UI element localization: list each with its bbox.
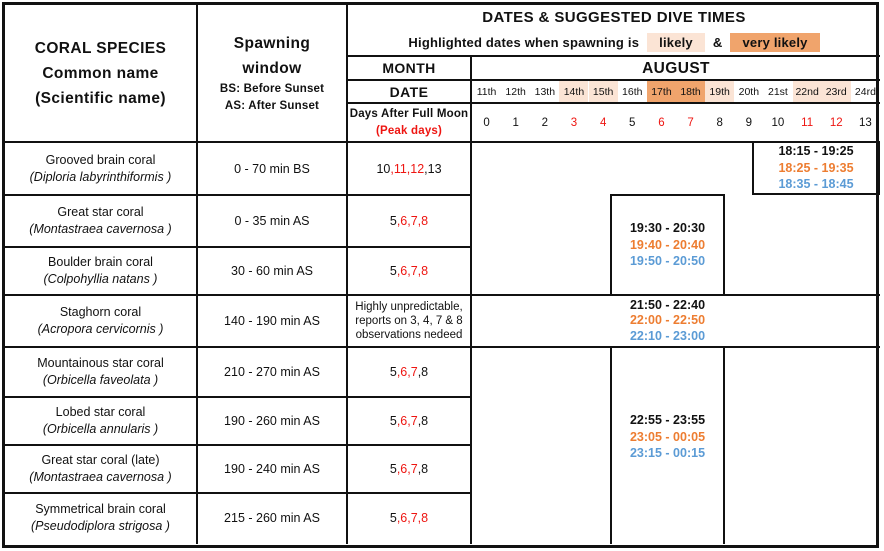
date-cell-22nd: 22nd xyxy=(793,81,822,102)
day-number-cell-11: 11 xyxy=(801,116,814,129)
species-common-name: Great star coral (late) xyxy=(41,453,160,467)
day-number-cell-1: 1 xyxy=(512,116,519,129)
as-note: AS: After Sunset xyxy=(224,100,320,112)
day-number-cell-8: 8 xyxy=(716,116,723,129)
date-cell-15th: 15th xyxy=(589,81,618,102)
spawning-window-cell xyxy=(198,247,346,295)
species-scientific-name: (Montastraea cavernosa ) xyxy=(29,222,172,236)
date-cell-11th: 11th xyxy=(476,85,497,98)
spawning-window-value: 215 - 260 min AS xyxy=(224,511,320,525)
peak-days-value: 5,6,7,8 xyxy=(389,365,429,379)
species-scientific-name: (Pseudodiplora strigosa ) xyxy=(31,519,170,533)
species-name-cell xyxy=(5,143,196,195)
spawning-window-cell xyxy=(198,445,346,493)
great-star-boulder-dive-times-box xyxy=(610,194,725,296)
date-cell-24rd: 24rd xyxy=(854,85,876,98)
species-name-cell xyxy=(5,247,196,295)
spawning-window-cell xyxy=(198,295,346,347)
subtitle xyxy=(348,29,880,55)
spawning-header-line1: Spawning xyxy=(233,35,311,52)
peak-days-cell xyxy=(348,397,470,445)
species-header-line1: CORAL SPECIES xyxy=(34,39,167,57)
day-number-cell-5: 5 xyxy=(629,116,636,129)
dive-time-line: 18:15 - 19:25 xyxy=(778,144,854,159)
day-number-cell-4: 4 xyxy=(599,116,607,129)
day-number-cell-0: 0 xyxy=(483,116,490,129)
dive-time-line: 23:05 - 00:05 xyxy=(629,429,706,444)
page-title: DATES & SUGGESTED DIVE TIMES xyxy=(482,9,746,26)
day-number-cell-7: 7 xyxy=(687,116,694,129)
very-likely-highlight-chip: very likely xyxy=(730,33,819,52)
dive-time-line: 19:30 - 20:30 xyxy=(629,221,706,236)
spawning-window-cell xyxy=(198,493,346,543)
date-cell-14th: 14th xyxy=(559,81,588,102)
day-number-cell-12: 12 xyxy=(829,116,843,129)
dive-time-line: 18:25 - 19:35 xyxy=(778,160,854,175)
species-header-line3: (Scientific name) xyxy=(35,89,166,107)
spawning-window-value: 210 - 270 min AS xyxy=(224,365,320,379)
dive-time-line: 18:35 - 18:45 xyxy=(778,177,854,192)
peak-days-value: 5,6,7,8 xyxy=(389,462,429,476)
date-cell-19th: 19th xyxy=(705,81,734,102)
peak-days-note-line: reports on 3, 4, 7 & 8 xyxy=(355,315,463,327)
date-label: DATE xyxy=(389,83,429,100)
spawning-window-value: 0 - 35 min AS xyxy=(234,214,310,228)
peak-days-cell xyxy=(348,493,470,543)
grooved-brain-dive-times-box xyxy=(752,141,880,195)
subtitle-amp: & xyxy=(712,34,723,50)
date-cell-23rd: 23rd xyxy=(822,81,851,102)
month-label: MONTH xyxy=(382,60,436,76)
dive-time-line: 19:50 - 20:50 xyxy=(629,254,706,269)
day-number-cell-9: 9 xyxy=(745,116,753,129)
spawning-window-column-header xyxy=(198,5,346,141)
late-spawners-dive-times-group xyxy=(610,411,725,463)
peak-days-cell xyxy=(348,143,470,195)
species-column-header xyxy=(5,5,196,141)
peak-days-note-line: Highly unpredictable, xyxy=(355,301,463,313)
days-after-full-moon-label xyxy=(348,104,470,141)
species-common-name: Lobed star coral xyxy=(55,405,146,419)
spawning-window-value: 140 - 190 min AS xyxy=(224,314,320,328)
peak-days-cell xyxy=(348,347,470,397)
dive-time-line: 21:50 - 22:40 xyxy=(629,297,706,312)
spawning-window-value: 190 - 240 min AS xyxy=(224,462,320,476)
species-name-cell xyxy=(5,493,196,543)
spawning-window-cell xyxy=(198,143,346,195)
peak-days-cell xyxy=(348,445,470,493)
species-name-cell xyxy=(5,295,196,347)
date-cell-12th: 12th xyxy=(505,85,526,98)
spawning-window-value: 30 - 60 min AS xyxy=(231,264,313,278)
date-cell-17th: 17th xyxy=(647,81,676,102)
peak-days-cell xyxy=(348,247,470,295)
date-cell-18th: 18th xyxy=(676,81,705,102)
peak-days-cell xyxy=(348,195,470,247)
species-scientific-name: (Montastraea cavernosa ) xyxy=(29,470,172,484)
day-number-cell-2: 2 xyxy=(541,116,549,129)
species-common-name: Staghorn coral xyxy=(59,305,142,319)
spawning-window-cell xyxy=(198,397,346,445)
dive-time-line: 22:10 - 23:00 xyxy=(629,328,706,343)
species-common-name: Great star coral xyxy=(57,205,144,219)
dive-time-line: 23:15 - 00:15 xyxy=(629,446,706,461)
peak-days-note-line: observations nedeed xyxy=(355,329,463,341)
peak-days-cell xyxy=(348,295,470,347)
species-name-cell xyxy=(5,397,196,445)
species-scientific-name: (Acropora cervicornis ) xyxy=(37,322,164,336)
species-scientific-name: (Orbicella faveolata ) xyxy=(42,373,159,387)
peak-days-value: 5,6,7,8 xyxy=(389,264,429,278)
peak-days-value: 5,6,7,8 xyxy=(389,214,429,228)
date-cell-21st: 21st xyxy=(768,85,788,98)
date-cell-16th: 16th xyxy=(622,85,643,98)
dive-time-line: 22:00 - 22:50 xyxy=(629,313,706,328)
day-number-cell-6: 6 xyxy=(658,116,665,129)
species-name-cell xyxy=(5,445,196,493)
species-common-name: Mountainous star coral xyxy=(37,356,164,370)
spawning-window-cell xyxy=(198,195,346,247)
dive-time-line: 22:55 - 23:55 xyxy=(629,413,706,428)
species-name-cell xyxy=(5,195,196,247)
peak-days-value: 5,6,7,8 xyxy=(389,511,429,525)
dafm-text: Days After Full Moon xyxy=(349,107,469,120)
staghorn-dive-times-cell xyxy=(610,296,725,346)
dive-time-line: 19:40 - 20:40 xyxy=(629,237,706,252)
peak-days-value: 10,11,12,13 xyxy=(376,162,442,176)
date-cell-13th: 13th xyxy=(534,85,556,98)
peak-days-label: (Peak days) xyxy=(375,124,443,137)
day-number-cell-13: 13 xyxy=(859,116,872,129)
species-scientific-name: (Colpohyllia natans ) xyxy=(43,272,158,286)
peak-days-value: 5,6,7,8 xyxy=(389,414,429,428)
species-name-cell xyxy=(5,347,196,397)
species-common-name: Grooved brain coral xyxy=(45,153,156,167)
date-cell-20th: 20th xyxy=(738,85,760,98)
species-header-line2: Common name xyxy=(42,64,159,82)
spawning-header-line2: window xyxy=(242,60,302,77)
species-common-name: Boulder brain coral xyxy=(48,255,153,269)
spawning-window-cell xyxy=(198,347,346,397)
spawning-window-value: 190 - 260 min AS xyxy=(224,414,320,428)
day-number-cell-10: 10 xyxy=(771,116,785,129)
month-value: AUGUST xyxy=(642,59,710,77)
species-scientific-name: (Orbicella annularis ) xyxy=(42,422,159,436)
species-scientific-name: (Diploria labyrinthiformis ) xyxy=(29,170,172,184)
species-common-name: Symmetrical brain coral xyxy=(35,502,166,516)
bs-note: BS: Before Sunset xyxy=(219,83,325,95)
day-number-cell-3: 3 xyxy=(570,116,578,129)
subtitle-prefix: Highlighted dates when spawning is xyxy=(408,34,640,50)
likely-highlight-chip: likely xyxy=(647,33,705,52)
spawning-window-value: 0 - 70 min BS xyxy=(234,162,310,176)
